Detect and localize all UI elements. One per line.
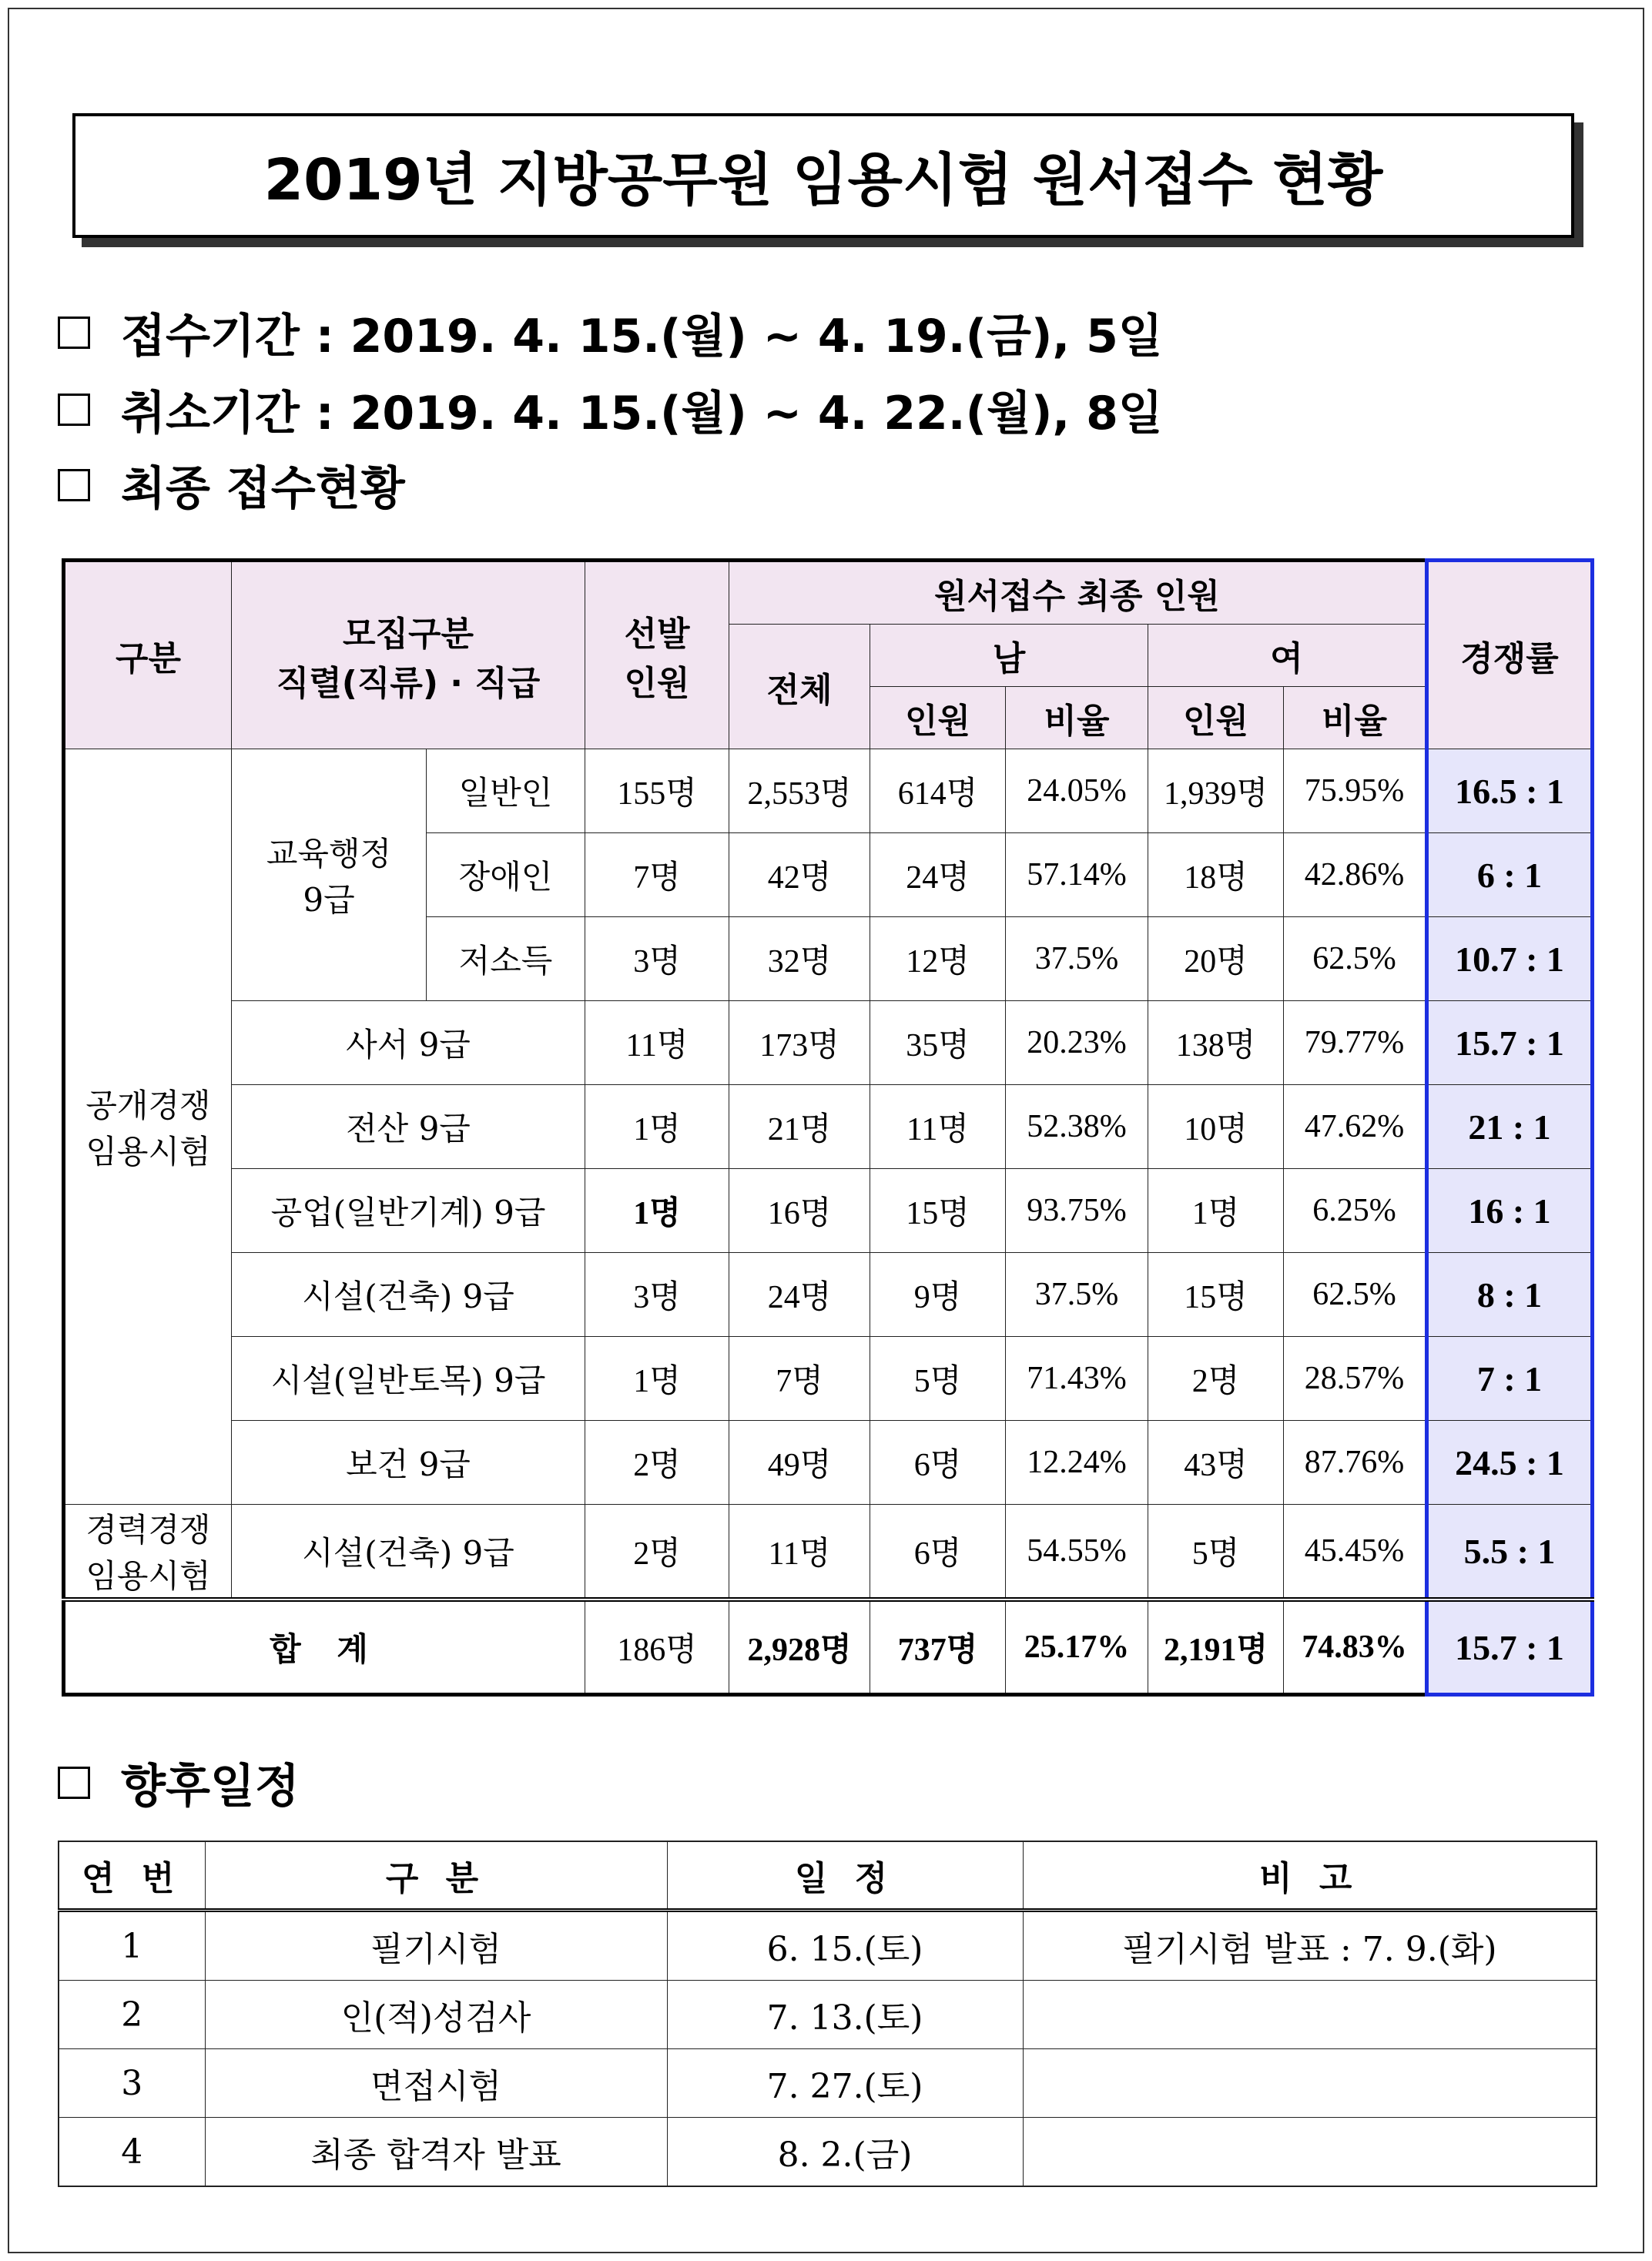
row-male-ratio: 20.23% — [1006, 1001, 1148, 1085]
checkbox-square-icon — [58, 317, 90, 349]
schedule-category: 인(적)성검사 — [205, 1981, 667, 2049]
row-male-ratio: 71.43% — [1006, 1337, 1148, 1421]
row-competition: 21 : 1 — [1427, 1085, 1593, 1169]
table-row — [59, 1981, 1597, 2049]
row-competition: 16.5 : 1 — [1427, 749, 1593, 833]
schedule-no: 3 — [59, 2049, 205, 2118]
row-total: 24명 — [729, 1253, 870, 1337]
header-category: 구분 — [64, 561, 232, 749]
row-female: 2명 — [1148, 1337, 1284, 1421]
row-female-ratio: 62.5% — [1284, 1253, 1427, 1337]
row-competition: 16 : 1 — [1427, 1169, 1593, 1253]
schedule-category: 필기시험 — [205, 1911, 667, 1981]
row-male-ratio: 52.38% — [1006, 1085, 1148, 1169]
row-selected: 1명 — [585, 1085, 729, 1169]
row-female: 1명 — [1148, 1169, 1284, 1253]
row-male: 11명 — [870, 1085, 1006, 1169]
header-applicants: 원서접수 최종 인원 — [729, 561, 1427, 625]
row-competition: 10.7 : 1 — [1427, 917, 1593, 1001]
row-male: 24명 — [870, 833, 1006, 917]
header-female-ratio: 비율 — [1284, 687, 1427, 749]
schedule-date: 7. 13.(토) — [667, 1981, 1023, 2049]
schedule-no: 1 — [59, 1911, 205, 1981]
row-selected: 11명 — [585, 1001, 729, 1085]
total-female: 2,191명 — [1148, 1599, 1284, 1695]
row-selected: 155명 — [585, 749, 729, 833]
row-selected: 3명 — [585, 917, 729, 1001]
table-row — [59, 1911, 1597, 1981]
row-total: 32명 — [729, 917, 870, 1001]
row-male: 12명 — [870, 917, 1006, 1001]
heading-final-status — [58, 454, 405, 516]
row-total: 11명 — [729, 1505, 870, 1600]
schedule-header-note: 비 고 — [1023, 1841, 1597, 1911]
header-total: 전체 — [729, 625, 870, 749]
total-competition: 15.7 : 1 — [1427, 1599, 1593, 1695]
row-male: 6명 — [870, 1421, 1006, 1505]
total-male: 737명 — [870, 1599, 1006, 1695]
row-female: 18명 — [1148, 833, 1284, 917]
header-female: 여 — [1148, 625, 1427, 687]
row-female-ratio: 47.62% — [1284, 1085, 1427, 1169]
row-female: 5명 — [1148, 1505, 1284, 1600]
row-sub: 시설(건축) 9급 — [232, 1505, 585, 1600]
row-selected: 1명 — [585, 1337, 729, 1421]
edu-admin-group — [232, 749, 427, 1001]
row-female: 20명 — [1148, 917, 1284, 1001]
checkbox-square-icon — [58, 469, 90, 501]
heading-final-status-text: 최종 접수현황 — [121, 462, 405, 516]
row-total: 42명 — [729, 833, 870, 917]
row-female-ratio: 42.86% — [1284, 833, 1427, 917]
schedule-note — [1023, 1981, 1597, 2049]
heading-cancel-period — [58, 379, 1163, 440]
row-female-ratio: 45.45% — [1284, 1505, 1427, 1600]
row-competition: 6 : 1 — [1427, 833, 1593, 917]
row-sub: 시설(건축) 9급 — [232, 1253, 585, 1337]
schedule-date: 7. 27.(토) — [667, 2049, 1023, 2118]
row-male-ratio: 54.55% — [1006, 1505, 1148, 1600]
schedule-header-no: 연 번 — [59, 1841, 205, 1911]
row-sub: 장애인 — [427, 833, 585, 917]
row-sub: 저소득 — [427, 917, 585, 1001]
header-male-ratio: 비율 — [1006, 687, 1148, 749]
total-label: 합 계 — [64, 1599, 585, 1695]
schedule-category: 면접시험 — [205, 2049, 667, 2118]
heading-receipt-period-text: 접수기간 : 2019. 4. 15.(월) ~ 4. 19.(금), 5일 — [121, 310, 1163, 363]
row-total: 49명 — [729, 1421, 870, 1505]
header-male: 남 — [870, 625, 1148, 687]
row-male-ratio: 93.75% — [1006, 1169, 1148, 1253]
row-sub: 사서 9급 — [232, 1001, 585, 1085]
table-row — [59, 2049, 1597, 2118]
header-selected-line2: 인원 — [624, 664, 690, 703]
row-competition: 5.5 : 1 — [1427, 1505, 1593, 1600]
row-female: 10명 — [1148, 1085, 1284, 1169]
row-selected: 1명 — [585, 1169, 729, 1253]
row-selected: 2명 — [585, 1421, 729, 1505]
header-recruit — [232, 561, 585, 749]
page-title: 2019년 지방공무원 임용시험 원서접수 현황 — [72, 113, 1574, 238]
row-total: 16명 — [729, 1169, 870, 1253]
row-male: 6명 — [870, 1505, 1006, 1600]
header-female-count: 인원 — [1148, 687, 1284, 749]
checkbox-square-icon — [58, 394, 90, 426]
schedule-header-category: 구 분 — [205, 1841, 667, 1911]
header-recruit-line2: 직렬(직류) · 직급 — [276, 664, 541, 703]
row-female-ratio: 75.95% — [1284, 749, 1427, 833]
group-open-line1: 공개경쟁 — [85, 1087, 211, 1124]
header-selected — [585, 561, 729, 749]
group-career-line2: 임용시험 — [85, 1557, 211, 1595]
row-male-ratio: 12.24% — [1006, 1421, 1148, 1505]
row-sub: 전산 9급 — [232, 1085, 585, 1169]
row-female: 138명 — [1148, 1001, 1284, 1085]
row-male: 5명 — [870, 1337, 1006, 1421]
row-female-ratio: 79.77% — [1284, 1001, 1427, 1085]
row-male: 35명 — [870, 1001, 1006, 1085]
heading-cancel-period-text: 취소기간 : 2019. 4. 15.(월) ~ 4. 22.(월), 8일 — [121, 387, 1163, 440]
total-female-ratio: 74.83% — [1284, 1599, 1427, 1695]
row-male-ratio: 37.5% — [1006, 1253, 1148, 1337]
heading-schedule-text: 향후일정 — [121, 1760, 300, 1814]
schedule-note: 필기시험 발표 : 7. 9.(화) — [1023, 1911, 1597, 1981]
row-female: 43명 — [1148, 1421, 1284, 1505]
header-competition: 경쟁률 — [1427, 561, 1593, 749]
row-competition: 7 : 1 — [1427, 1337, 1593, 1421]
row-competition: 15.7 : 1 — [1427, 1001, 1593, 1085]
heading-schedule — [58, 1752, 300, 1814]
row-selected: 2명 — [585, 1505, 729, 1600]
group-open-line2: 임용시험 — [85, 1133, 211, 1171]
row-male-ratio: 24.05% — [1006, 749, 1148, 833]
schedule-no: 2 — [59, 1981, 205, 2049]
total-selected: 186명 — [585, 1599, 729, 1695]
row-competition: 24.5 : 1 — [1427, 1421, 1593, 1505]
schedule-note — [1023, 2118, 1597, 2187]
total-total: 2,928명 — [729, 1599, 870, 1695]
row-female-ratio: 28.57% — [1284, 1337, 1427, 1421]
checkbox-square-icon — [58, 1767, 90, 1799]
edu-admin-line1: 교육행정 — [266, 835, 392, 873]
schedule-header-date: 일 정 — [667, 1841, 1023, 1911]
edu-admin-line2: 9급 — [303, 881, 355, 919]
row-male: 9명 — [870, 1253, 1006, 1337]
row-sub: 일반인 — [427, 749, 585, 833]
row-total: 173명 — [729, 1001, 870, 1085]
row-selected: 3명 — [585, 1253, 729, 1337]
row-selected: 7명 — [585, 833, 729, 917]
header-male-count: 인원 — [870, 687, 1006, 749]
header-selected-line1: 선발 — [624, 615, 690, 654]
row-total: 21명 — [729, 1085, 870, 1169]
schedule-no: 4 — [59, 2118, 205, 2187]
group-career-line1: 경력경쟁 — [85, 1511, 211, 1549]
schedule-date: 6. 15.(토) — [667, 1911, 1023, 1981]
row-female-ratio: 62.5% — [1284, 917, 1427, 1001]
total-male-ratio: 25.17% — [1006, 1599, 1148, 1695]
row-male-ratio: 57.14% — [1006, 833, 1148, 917]
row-female: 1,939명 — [1148, 749, 1284, 833]
table-row — [59, 2118, 1597, 2187]
row-male-ratio: 37.5% — [1006, 917, 1148, 1001]
row-sub: 공업(일반기계) 9급 — [232, 1169, 585, 1253]
row-male: 15명 — [870, 1169, 1006, 1253]
heading-receipt-period — [58, 302, 1163, 363]
schedule-date: 8. 2.(금) — [667, 2118, 1023, 2187]
row-female: 15명 — [1148, 1253, 1284, 1337]
row-sub: 보건 9급 — [232, 1421, 585, 1505]
row-competition: 8 : 1 — [1427, 1253, 1593, 1337]
row-sub: 시설(일반토목) 9급 — [232, 1337, 585, 1421]
row-total: 2,553명 — [729, 749, 870, 833]
group-career-competition — [64, 1505, 232, 1600]
schedule-note — [1023, 2049, 1597, 2118]
row-total: 7명 — [729, 1337, 870, 1421]
row-male: 614명 — [870, 749, 1006, 833]
header-recruit-line1: 모집구분 — [342, 615, 474, 654]
schedule-category: 최종 합격자 발표 — [205, 2118, 667, 2187]
group-open-competition — [64, 749, 232, 1505]
row-female-ratio: 6.25% — [1284, 1169, 1427, 1253]
row-female-ratio: 87.76% — [1284, 1421, 1427, 1505]
schedule-table — [58, 1841, 1597, 2187]
application-status-table — [62, 558, 1594, 1697]
